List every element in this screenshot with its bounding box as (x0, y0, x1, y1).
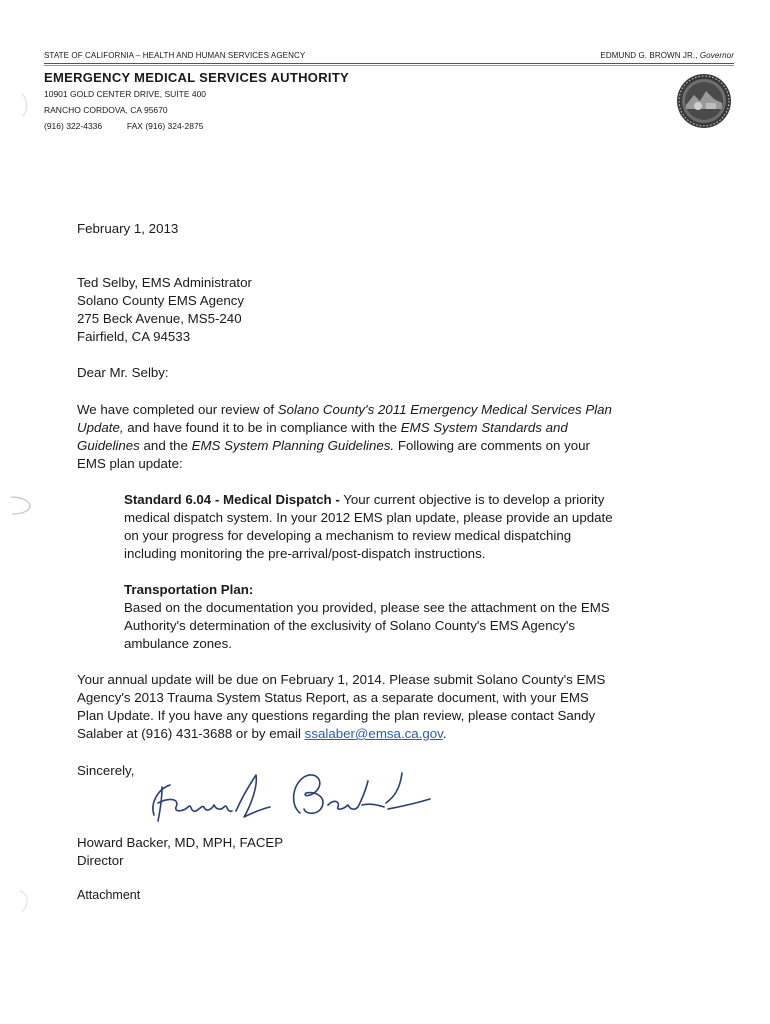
letter-date: February 1, 2013 (77, 221, 179, 236)
standard-line: including monitoring the pre-arrival/post-dispatch instructions. (124, 546, 486, 561)
state-seal-icon (676, 73, 732, 129)
phone-number: (916) 322-4336 (44, 121, 103, 131)
punch-hole-mark (8, 492, 34, 518)
standard-line: on your progress for developing a mechanism to review medical dispatching (124, 528, 572, 543)
letterhead-rule-secondary (44, 65, 734, 66)
letterhead-top-line (44, 51, 734, 63)
intro-text: and have found it to be in compliance with the (123, 420, 401, 435)
standard-line (124, 491, 684, 509)
fax-number: FAX (916) 324-2875 (126, 121, 204, 131)
handwritten-signature (140, 763, 450, 831)
planning-guidelines-title: EMS System Planning Guidelines. (191, 438, 395, 453)
closing-text: . (442, 726, 447, 741)
signoff: Sincerely, (77, 763, 135, 778)
governor-text (600, 51, 734, 60)
governor-name: EDMUND G. BROWN JR., (600, 51, 698, 60)
address-line-1: 10901 GOLD CENTER DRIVE, SUITE 400 (44, 89, 207, 99)
closing-line: Plan Update. If you have any questions regarding the plan review, please contact Sandy (77, 708, 596, 723)
standards-title: Guidelines (77, 438, 140, 453)
punch-hole-mark (18, 92, 44, 118)
address-line-2: RANCHO CORDOVA, CA 95670 (44, 105, 168, 115)
standards-title: EMS System Standards and (400, 420, 568, 435)
closing-text: Salaber at (916) 431-3688 or by email (77, 726, 305, 741)
signer-name: Howard Backer, MD, MPH, FACEP (77, 835, 284, 850)
standard-heading: Standard 6.04 - Medical Dispatch - (124, 492, 340, 507)
contact-line (44, 121, 203, 131)
recipient-line: Ted Selby, EMS Administrator (77, 275, 252, 290)
recipient-line: Solano County EMS Agency (77, 293, 245, 308)
plan-title: Update, (77, 420, 124, 435)
closing-line (77, 725, 447, 743)
intro-text: and the (139, 438, 192, 453)
enclosure-notation: Attachment (77, 888, 141, 902)
plan-title: Solano County's 2011 Emergency Medical Services Plan (277, 402, 612, 417)
salutation: Dear Mr. Selby: (77, 365, 169, 380)
transport-line: ambulance zones. (124, 636, 232, 651)
intro-line: EMS plan update: (77, 456, 183, 471)
recipient-line: Fairfield, CA 94533 (77, 329, 191, 344)
letterhead-rule (44, 63, 734, 64)
agency-name: EMERGENCY MEDICAL SERVICES AUTHORITY (44, 70, 350, 85)
transport-heading: Transportation Plan: (124, 582, 254, 597)
punch-hole-mark (14, 888, 40, 914)
intro-line (77, 419, 568, 437)
transport-line: Authority's determination of the exclusivity of Solano County's EMS Agency's (124, 618, 576, 633)
email-link[interactable]: ssalaber@emsa.ca.gov (304, 726, 443, 741)
governor-title: Governor (699, 51, 734, 60)
closing-line: Agency's 2013 Trauma System Status Report, as a separate document, with your EMS (77, 690, 589, 705)
intro-line (77, 437, 590, 455)
closing-line: Your annual update will be due on February 1, 2014. Please submit Solano County's EMS (77, 672, 606, 687)
standard-text: Your current objective is to develop a priority (339, 492, 605, 507)
state-agency-text: STATE OF CALIFORNIA – HEALTH AND HUMAN SERVICES AGENCY (44, 51, 306, 60)
intro-line (77, 401, 612, 419)
transport-line: Based on the documentation you provided, please see the attachment on the EMS (124, 600, 610, 615)
intro-text: We have completed our review of (77, 402, 278, 417)
recipient-line: 275 Beck Avenue, MS5-240 (77, 311, 242, 326)
intro-text: Following are comments on your (394, 438, 590, 453)
signer-title: Director (77, 853, 124, 868)
standard-line: medical dispatch system. In your 2012 EMS plan update, please provide an update (124, 510, 613, 525)
